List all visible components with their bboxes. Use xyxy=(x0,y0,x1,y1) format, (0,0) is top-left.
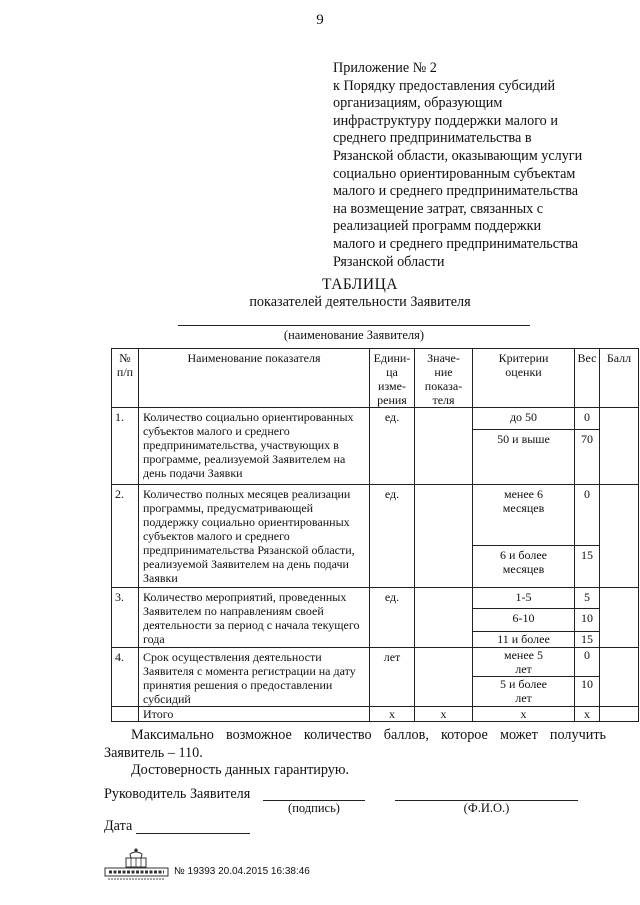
row-weight: 5 xyxy=(575,588,600,609)
header-value-line: показа- xyxy=(424,379,463,393)
appendix-line: Рязанской области, оказывающим услуги xyxy=(333,147,583,164)
table-row xyxy=(112,485,639,546)
row-num: 4. xyxy=(112,648,139,707)
header-value xyxy=(415,349,473,408)
row-unit: ед. xyxy=(370,588,415,648)
total-value: x xyxy=(415,707,473,722)
row-name-line: субъектов малого и среднего xyxy=(143,529,290,543)
header-num-line: п/п xyxy=(116,365,134,379)
row-name-line: деятельности за период с начала текущего xyxy=(143,618,360,632)
header-unit-line: ца xyxy=(386,365,398,379)
header-value-line: теля xyxy=(432,393,455,407)
appendix-line: организациям, образующим xyxy=(333,95,503,112)
row-name-line: Количество полных месяцев реализации xyxy=(143,487,351,501)
max-score-paragraph xyxy=(104,727,606,762)
header-unit-line: изме- xyxy=(378,379,406,393)
row-name-line: принятия решения о предоставлении xyxy=(143,678,333,692)
row-name-line: программе, реализуемой Заявителем на xyxy=(143,452,346,466)
row-unit: ед. xyxy=(370,485,415,588)
guarantee-text: Достоверность данных гарантирую. xyxy=(131,762,350,778)
appendix-line: малого и среднего предпринимательства xyxy=(333,235,579,252)
row-name-line: поддержку социально ориентированных xyxy=(143,515,350,529)
row-criterion-text: менее 5 лет xyxy=(504,648,543,676)
total-weight: x xyxy=(575,707,600,722)
registration-stamp-text: № 19393 20.04.2015 16:38:46 xyxy=(174,866,310,877)
row-name-line: субсидий xyxy=(143,692,191,706)
table-row xyxy=(112,408,639,430)
row-num: 1. xyxy=(112,408,139,485)
row-weight: 10 xyxy=(575,677,600,707)
header-num-line: № xyxy=(119,351,131,365)
row-num: 2. xyxy=(112,485,139,588)
row-criterion xyxy=(473,485,575,546)
table-row xyxy=(112,588,639,609)
date-line xyxy=(136,833,250,834)
row-unit: лет xyxy=(370,648,415,707)
header-weight: Вес xyxy=(575,349,600,408)
applicant-name-line xyxy=(178,325,530,326)
row-name-line: Заявителем по направлениям своей xyxy=(143,604,324,618)
row-weight: 15 xyxy=(575,546,600,588)
date-label: Дата xyxy=(104,818,133,834)
row-name xyxy=(139,648,370,707)
appendix-line: Приложение № 2 xyxy=(333,60,437,76)
header-value-line: ние xyxy=(434,365,453,379)
row-score xyxy=(600,648,639,707)
max-score-line: Максимально возможное количество баллов, которое может получить xyxy=(131,727,606,743)
row-value xyxy=(415,588,473,648)
appendix-line: Рязанской области xyxy=(333,253,445,270)
appendix-line: среднего предпринимательства в xyxy=(333,130,532,147)
registration-stamp-logo xyxy=(104,848,169,882)
header-criteria-line: оценки xyxy=(505,365,542,379)
row-name-line: программы, предусматривающей xyxy=(143,501,314,515)
row-weight: 0 xyxy=(575,648,600,677)
row-criterion-text: 5 и более лет xyxy=(499,677,547,705)
table-row xyxy=(112,648,639,677)
appendix-line: инфраструктуру поддержки малого и xyxy=(333,112,558,129)
page-number: 9 xyxy=(316,12,324,28)
row-unit: ед. xyxy=(370,408,415,485)
row-name xyxy=(139,588,370,648)
appendix-line: малого и среднего предпринимательства xyxy=(333,183,579,200)
emblem-icon xyxy=(104,848,169,882)
row-weight: 0 xyxy=(575,408,600,430)
header-name: Наименование показателя xyxy=(139,349,370,408)
row-value xyxy=(415,648,473,707)
row-criterion: 6-10 xyxy=(473,609,575,632)
row-criterion-text: менее 6 месяцев xyxy=(502,487,545,515)
total-label: Итого xyxy=(139,707,370,722)
header-unit-line: рения xyxy=(377,393,407,407)
indicators-table xyxy=(111,348,639,722)
row-score xyxy=(600,408,639,485)
header-unit xyxy=(370,349,415,408)
row-name-line: Заявителя с момента регистрации на дату xyxy=(143,664,356,678)
row-name-line: Заявки xyxy=(143,571,178,585)
row-criterion: 11 и более xyxy=(473,632,575,648)
row-name-line: предпринимательства, участвующих в xyxy=(143,438,339,452)
row-criterion xyxy=(473,546,575,588)
full-name-caption: (Ф.И.О.) xyxy=(463,801,510,815)
row-name-line: Количество мероприятий, проведенных xyxy=(143,590,347,604)
appendix-line: реализацией программ поддержки xyxy=(333,218,542,235)
row-name xyxy=(139,485,370,588)
header-num xyxy=(112,349,139,408)
row-name-line: предпринимательства Рязанской области, xyxy=(143,543,355,557)
header-score: Балл xyxy=(600,349,639,408)
total-num xyxy=(112,707,139,722)
row-score xyxy=(600,588,639,648)
appendix-line: социально ориентированным субъектам xyxy=(333,165,576,182)
row-name-line: года xyxy=(143,632,165,646)
row-name-line: субъектов малого и среднего xyxy=(143,424,290,438)
header-value-line: Значе- xyxy=(427,351,460,365)
max-score-line: Заявитель – 110. xyxy=(104,744,203,761)
row-criterion xyxy=(473,677,575,707)
table-total-row xyxy=(112,707,639,722)
row-name xyxy=(139,408,370,485)
row-criterion: 50 и выше xyxy=(473,430,575,485)
row-value xyxy=(415,408,473,485)
row-name-line: Срок осуществления деятельности xyxy=(143,650,322,664)
row-score xyxy=(600,485,639,588)
table-title: ТАБЛИЦА xyxy=(322,276,398,293)
head-label: Руководитель Заявителя xyxy=(104,786,251,802)
row-weight: 70 xyxy=(575,430,600,485)
header-criteria-line: Критерии xyxy=(498,351,549,365)
row-value xyxy=(415,485,473,588)
row-criterion-text: 6 и более месяцев xyxy=(499,548,547,576)
row-criterion xyxy=(473,648,575,677)
row-weight: 0 xyxy=(575,485,600,546)
row-name-line: реализуемой Заявителем на день подачи xyxy=(143,557,349,571)
total-score xyxy=(600,707,639,722)
header-unit-line: Едини- xyxy=(373,351,411,365)
row-weight: 10 xyxy=(575,609,600,632)
header-criteria xyxy=(473,349,575,408)
appendix-line: на возмещение затрат, связанных с xyxy=(333,200,544,217)
table-subtitle: показателей деятельности Заявителя xyxy=(249,294,471,310)
signature-caption: (подпись) xyxy=(288,801,340,815)
applicant-caption: (наименование Заявителя) xyxy=(283,328,425,342)
row-weight: 15 xyxy=(575,632,600,648)
row-num: 3. xyxy=(112,588,139,648)
total-unit: x xyxy=(370,707,415,722)
row-criterion: до 50 xyxy=(473,408,575,430)
row-criterion: 1-5 xyxy=(473,588,575,609)
appendix-header xyxy=(333,60,582,271)
total-criteria: x xyxy=(473,707,575,722)
appendix-line: к Порядку предоставления субсидий xyxy=(333,77,556,94)
row-name-line: Количество социально ориентированных xyxy=(143,410,354,424)
table-header-row xyxy=(112,349,639,408)
row-name-line: день подачи Заявки xyxy=(143,466,243,480)
